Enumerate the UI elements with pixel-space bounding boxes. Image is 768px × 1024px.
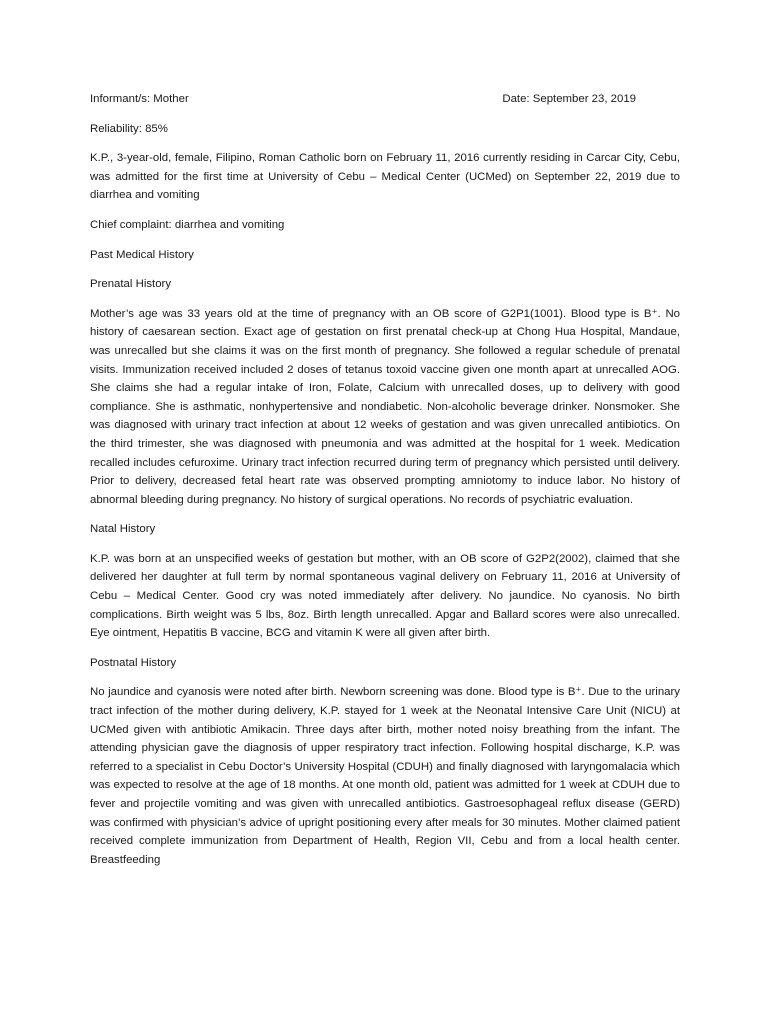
chief-complaint-line: Chief complaint: diarrhea and vomiting	[90, 218, 285, 231]
postnatal-history-heading: Postnatal History	[90, 656, 177, 669]
past-medical-history-heading: Past Medical History	[90, 248, 194, 261]
date-line: Date: September 23, 2019	[502, 93, 636, 105]
postnatal-history-paragraph: No jaundice and cyanosis were noted after birth. Newborn screening was done. Blood type is B⁺. Due to the urinary tract infection of the mother during delivery, K.P. stayed for 1 week at the Neonatal Intensive Care Unit (NICU) at UCMed given with antibiotic Amikacin. Three days after birth, mother noted noisy breathing from the infant. The attending physician gave the diagnosis of upper respiratory tract infection. Following hospital discharge, K.P. was referred to a specialist in Cebu Doctor’s University Hospital (CDUH) and finally diagnosed with laryngomalacia which was expected to resolve at the age of 18 months. At one month old, patient was admitted for 1 week at CDUH due to fever and projectile vomiting and was given with unrecalled antibiotics. Gastroesophageal reflux disease (GERD) was confirmed with physician’s advice of upright positioning every after meals for 30 minutes. Mother claimed patient received complete immunization from Department of Health, Region VII, Cebu and from a local health center. Breastfeeding	[90, 686, 680, 866]
document-page	[90, 90, 680, 880]
header-row	[90, 90, 680, 109]
informant-line: Informant/s: Mother	[90, 93, 189, 105]
reliability-line: Reliability: 85%	[90, 122, 168, 135]
prenatal-history-paragraph: Mother’s age was 33 years old at the time of pregnancy with an OB score of G2P1(1001). Blood type is B⁺. No history of caesarean section. Exact age of gestation on first prenatal check-up at Chong Hua Hospital, Mandaue, was unrecalled but she claims it was on the first month of pregnancy. She followed a regular schedule of prenatal visits. Immunization received included 2 doses of tetanus toxoid vaccine given one month apart at unrecalled AOG. She claims she had a regular intake of Iron, Folate, Calcium with unrecalled doses, up to delivery with good compliance. She is asthmatic, nonhypertensive and nondiabetic. Non-alcoholic beverage drinker. Nonsmoker. She was diagnosed with urinary tract infection at about 12 weeks of gestation and was given unrecalled antibiotics. On the third trimester, she was diagnosed with pneumonia and was admitted at the hospital for 1 week. Medication recalled includes cefuroxime. Urinary tract infection recurred during term of pregnancy which persisted until delivery. Prior to delivery, decreased fetal heart rate was observed prompting amniotomy to induce labor. No history of abnormal bleeding during pregnancy. No history of surgical operations. No records of psychiatric evaluation.	[90, 307, 680, 506]
natal-history-paragraph: K.P. was born at an unspecified weeks of gestation but mother, with an OB score of G2P2(2002), claimed that she delivered her daughter at full term by normal spontaneous vaginal delivery on February 11, 2016 at University of Cebu – Medical Center. Good cry was noted immediately after delivery. No jaundice. No cyanosis. No birth complications. Birth weight was 5 lbs, 8oz. Birth length unrecalled. Apgar and Ballard scores were also unrecalled. Eye ointment, Hepatitis B vaccine, BCG and vitamin K were all given after birth.	[90, 552, 680, 640]
intro-paragraph: K.P., 3-year-old, female, Filipino, Roman Catholic born on February 11, 2016 currently residing in Carcar City, Cebu, was admitted for the first time at University of Cebu – Medical Center (UCMed) on September 22, 2019 due to diarrhea and vomiting	[90, 152, 680, 202]
prenatal-history-heading: Prenatal History	[90, 278, 172, 291]
natal-history-heading: Natal History	[90, 523, 156, 536]
